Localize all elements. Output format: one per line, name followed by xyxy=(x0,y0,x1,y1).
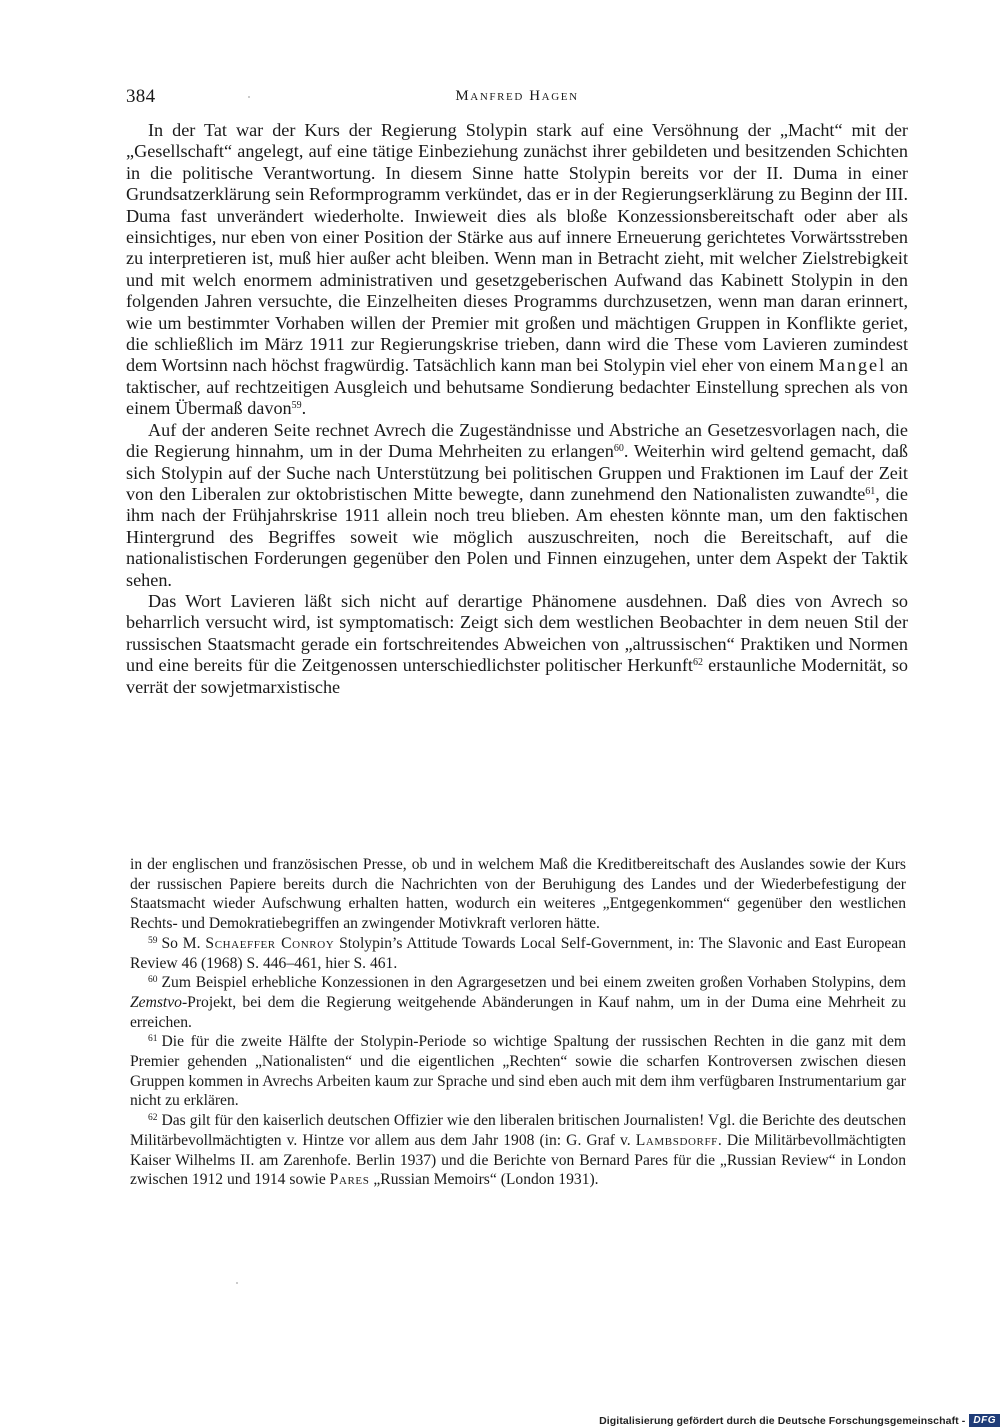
footnote-62 xyxy=(130,1111,906,1190)
footnote-continuation: in der englischen und französischen Presse, ob und in welchem Maß die Kreditbereitschaft des Auslandes sowie der Kurs der russischen Papiere bereits durch die Nachrichten von der Beruhigung des Landes und der Wiederbefestigung der Staatsmacht wieder Aufschwung erhalten hatten, wodurch ein weiteres „Entgegenkommen“ gegenüber den westlichen Rechts- und Demokratiebegriffen an zwingender Motivkraft verloren hätte. xyxy=(130,856,906,933)
dfg-logo: DFG xyxy=(969,1414,1000,1427)
footnote-61-number: 61 xyxy=(148,1034,158,1045)
footnote-61-text: Die für die zweite Hälfte der Stolypin-Periode so wichtige Spaltung der russischen Rechten in die ganz mit dem Premier gehenden „Nationalisten“ und die eigentlichen „Rechten“ sowie die scharfen Kontroversen zwischen diesen Gruppen kommen in Avrechs Arbeiten kaum zur Sprache und sind eben auch mit dem ihm verfügbaren Instrumentarium gar nicht zu erklären. xyxy=(130,1033,906,1110)
scan-speck xyxy=(236,1282,238,1284)
footnote-ref-61: 61 xyxy=(865,485,876,497)
footnote-60-number: 60 xyxy=(148,975,158,986)
running-head-author: Manfred Hagen xyxy=(455,88,579,104)
scan-speck xyxy=(248,96,250,98)
footnote-62-number: 62 xyxy=(148,1113,158,1124)
paragraph-3-text-a: Das Wort Lavieren läßt sich nicht auf derartige Phänomene ausdehnen. Daß dies von Avrech so beharrlich versucht wird, ist symptomatisch: Zeigt sich dem westlichen Beobachter in dem neuen Stil der russischen Staatsmacht gerade ein fortschreitendes Abweichen von „altrussischen“ Praktiken und Normen und eine bereits für die Zeitgenossen unterschiedlichster politischer Herkunft xyxy=(126,590,908,676)
footnote-59-number: 59 xyxy=(148,935,158,946)
footnote-62-text-a: Das gilt für den kaiserlich deutschen Offizier wie den liberalen britischen Journalisten! Vgl. die Berichte des deutschen Militärbevollmächtigten v. Hintze vor allem aus dem Jahr 1908 (in: G. Graf v. xyxy=(130,1112,906,1149)
paragraph-1-text-c: . xyxy=(301,398,307,419)
footnote-ref-59: 59 xyxy=(291,400,302,412)
paragraph-1 xyxy=(126,120,908,420)
footnote-59-author: Schaeffer Conroy xyxy=(205,934,335,952)
digitization-footer xyxy=(595,1413,1000,1428)
footnote-ref-62: 62 xyxy=(692,657,703,669)
footnote-62-author-lambsdorff: Lambsdorff xyxy=(635,1131,718,1149)
footnote-62-text-c: „Russian Memoirs“ (London 1931). xyxy=(369,1171,599,1189)
footnote-59-text-b: Stolypin’s Attitude Towards Local Self-Government, in: The Slavonic and East European Review 46 (1968) S. 446–461, hier S. 461. xyxy=(130,934,907,972)
footnote-62-author-pares: Pares xyxy=(329,1171,370,1189)
footnotes xyxy=(130,855,906,1190)
footnote-60-text-a: Zum Beispiel erhebliche Konzessionen in den Agrargesetzen und bei einem zweiten großen Vorhaben Stolypins, dem xyxy=(161,974,906,992)
footnote-ref-60: 60 xyxy=(613,443,624,455)
main-text xyxy=(126,120,908,698)
footnote-60 xyxy=(130,973,906,1032)
paragraph-2 xyxy=(126,420,908,591)
paragraph-1-text-b: an taktischer, auf rechtzeitigen Ausgleich und behutsame Sondierung bedachter Einstellung sprechen als von einem Übermaß davon xyxy=(126,355,908,419)
footnote-62-text-b: . Die Militärbevollmächtigten Kaiser Wilhelms II. am Zarenhofe. Berlin 1937) und die Berichte von Bernard Pares für die „Russian Review“ in London zwischen 1912 und 1914 sowie xyxy=(130,1131,906,1189)
emphasis-mangel: Mangel xyxy=(818,355,887,376)
paragraph-2-text-c: , die ihm nach der Frühjahrskrise 1911 allein noch treu blieben. Am ehesten könnte man, um den faktischen Hintergrund des Begriffes soweit wie möglich auszuschreiten, noch die Bereitschaft, auf die nationalistischen Forderungen gegenüber den Polen und Finnen einzugehen, unter dem Aspekt der Taktik sehen. xyxy=(126,483,908,590)
page-header xyxy=(126,86,908,110)
footnote-60-text-b: -Projekt, bei dem die Regierung weitgehende Abänderungen in Kauf nahm, um in der Duma eine Mehrheit zu erreichen. xyxy=(130,993,906,1031)
footnote-59-text-a: So M. xyxy=(161,934,206,952)
footnote-61 xyxy=(130,1032,906,1111)
paragraph-3-text-b: erstaunliche Modernität, so verrät der sowjetmarxistische xyxy=(126,655,908,697)
paragraph-3 xyxy=(126,591,908,698)
paragraph-2-text-a: Auf der anderen Seite rechnet Avrech die Zugeständnisse und Abstriche an Gesetzesvorlagen nach, die die Regierung hinnahm, um in der Duma Mehrheiten zu erlangen xyxy=(126,419,908,462)
page-number: 384 xyxy=(126,86,156,107)
digitization-credit: Digitalisierung gefördert durch die Deutsche Forschungsgemeinschaft - xyxy=(599,1414,966,1427)
paragraph-2-text-b: . Weiterhin wird geltend gemacht, daß sich Stolypin auf der Suche nach Unterstützung bei politischen Gruppen und Fraktionen im Lauf der Zeit von den Liberalen zur oktobristischen Mitte bewegte, dann zunehmend den Nationalisten zuwandte xyxy=(126,441,908,504)
footnote-59 xyxy=(130,934,906,973)
footnote-60-emphasis: Zemstvo xyxy=(130,993,182,1011)
paragraph-1-text-a: In der Tat war der Kurs der Regierung Stolypin stark auf eine Versöhnung der „Macht“ mit der „Gesellschaft“ angelegt, auf eine tätige Einbeziehung zunächst ihrer gebildeten und besitzenden Schichten in die politische Verantwortung. In diesem Sinne hatte Stolypin bereits vor der II. Duma in einer Grundsatzerklärung sein Reformprogramm verkündet, das er in der Regierungserklärung zu Beginn der III. Duma fast unverändert wiederholte. Inwieweit dies als bloße Konzessionsbereitschaft oder aber als einsichtiges, nur eben von einer Position der Stärke aus auf innere Erneuerung gerichtetes Vorwärtsstreben zu interpretieren ist, muß hier außer acht bleiben. Wenn man in Betracht zieht, mit welcher Zielstrebigkeit und mit welch enormem administrativen und gesetzgeberischen Aufwand das Kabinett Stolypin in den folgenden Jahren versuchte, die Einzelheiten dieses Programms durchzusetzen, wenn man daran erinnert, wie um bestimmter Vorhaben willen der Premier mit großen und mächtigen Gruppen in Konflikte geriet, die schließlich im März 1911 zur Regierungskrise trieben, dann wird die These vom Lavieren zumindest dem Wortsinn nach höchst fragwürdig. Tatsächlich kann man bei Stolypin viel eher von einem xyxy=(126,120,908,376)
